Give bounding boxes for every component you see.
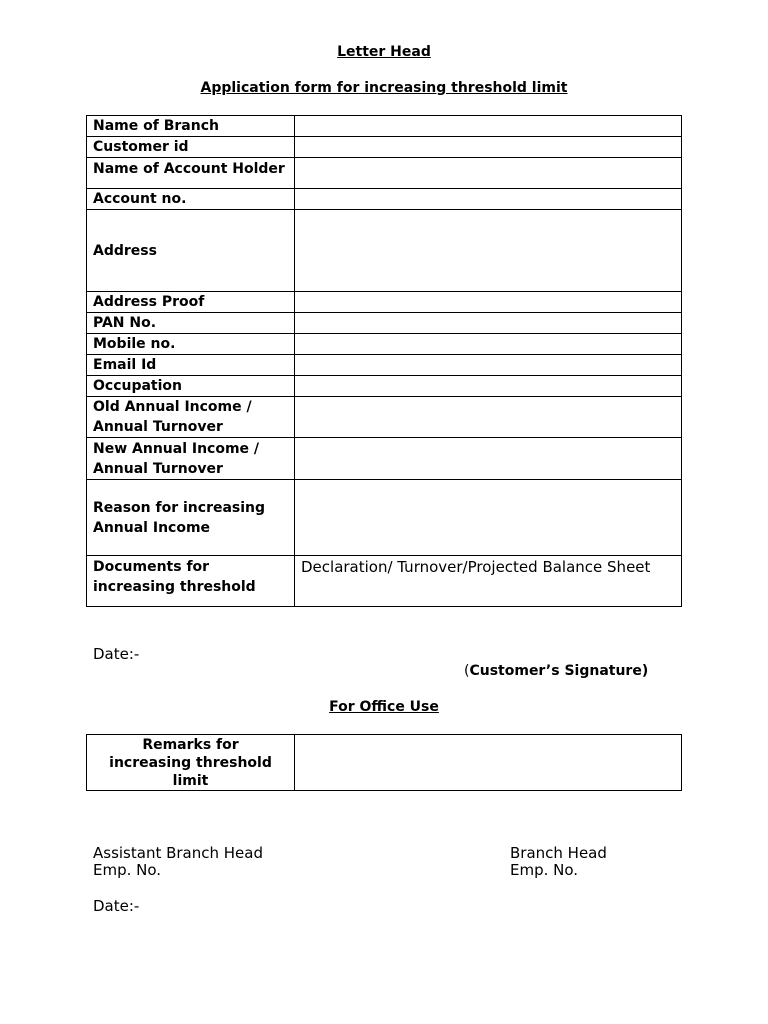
assistant-branch-head-label: Assistant Branch Head <box>93 844 264 862</box>
customer-signature-label <box>464 663 648 679</box>
table-row <box>87 137 682 158</box>
table-row <box>87 480 682 556</box>
form-title: Application form for increasing threshold limit <box>200 80 568 96</box>
field-label: Customer id <box>87 137 295 158</box>
field-label: Old Annual Income / Annual Turnover <box>87 397 295 438</box>
field-label: Documents for increasing threshold <box>87 556 295 607</box>
table-row <box>87 438 682 480</box>
field-label: Address Proof <box>87 292 295 313</box>
branch-head-label: Branch Head <box>510 844 607 862</box>
table-row <box>87 210 682 292</box>
mobile-no-input[interactable] <box>295 334 682 355</box>
field-label: Address <box>87 210 295 292</box>
pan-no-input[interactable] <box>295 313 682 334</box>
signature-open-paren: ( <box>464 663 470 679</box>
email-id-input[interactable] <box>295 355 682 376</box>
table-row <box>87 556 682 607</box>
address-input[interactable] <box>295 210 682 292</box>
field-label: Email Id <box>87 355 295 376</box>
table-row <box>87 189 682 210</box>
signature-text: Customer’s Signature) <box>469 663 649 679</box>
address-proof-input[interactable] <box>295 292 682 313</box>
table-row <box>87 334 682 355</box>
table-row <box>87 116 682 137</box>
office-use-table <box>86 734 682 791</box>
field-label: Occupation <box>87 376 295 397</box>
field-label: PAN No. <box>87 313 295 334</box>
table-row <box>87 376 682 397</box>
reason-input[interactable] <box>295 480 682 556</box>
remarks-input[interactable] <box>295 735 682 791</box>
field-label: Account no. <box>87 189 295 210</box>
branch-emp-no-label: Emp. No. <box>510 861 579 879</box>
documents-value[interactable]: Declaration/ Turnover/Projected Balance Sheet <box>295 556 682 607</box>
remarks-label: Remarks for increasing threshold limit <box>109 737 272 789</box>
remarks-label-cell <box>87 735 295 791</box>
table-row <box>87 735 682 791</box>
occupation-input[interactable] <box>295 376 682 397</box>
table-row <box>87 158 682 189</box>
table-row <box>87 313 682 334</box>
account-no-input[interactable] <box>295 189 682 210</box>
date-label-2: Date:- <box>93 897 140 915</box>
assistant-emp-no-label: Emp. No. <box>93 861 162 879</box>
field-label: Name of Branch <box>87 116 295 137</box>
office-use-title: For Office Use <box>329 699 439 715</box>
table-row <box>87 292 682 313</box>
field-label: New Annual Income / Annual Turnover <box>87 438 295 480</box>
field-label: Name of Account Holder <box>87 158 295 189</box>
table-row <box>87 355 682 376</box>
customer-id-input[interactable] <box>295 137 682 158</box>
date-label: Date:- <box>93 645 140 663</box>
application-form-table <box>86 115 682 607</box>
table-row <box>87 397 682 438</box>
field-label: Mobile no. <box>87 334 295 355</box>
letter-head-title: Letter Head <box>337 44 431 60</box>
old-annual-income-input[interactable] <box>295 397 682 438</box>
new-annual-income-input[interactable] <box>295 438 682 480</box>
name-of-branch-input[interactable] <box>295 116 682 137</box>
field-label: Reason for increasing Annual Income <box>87 480 295 556</box>
account-holder-name-input[interactable] <box>295 158 682 189</box>
